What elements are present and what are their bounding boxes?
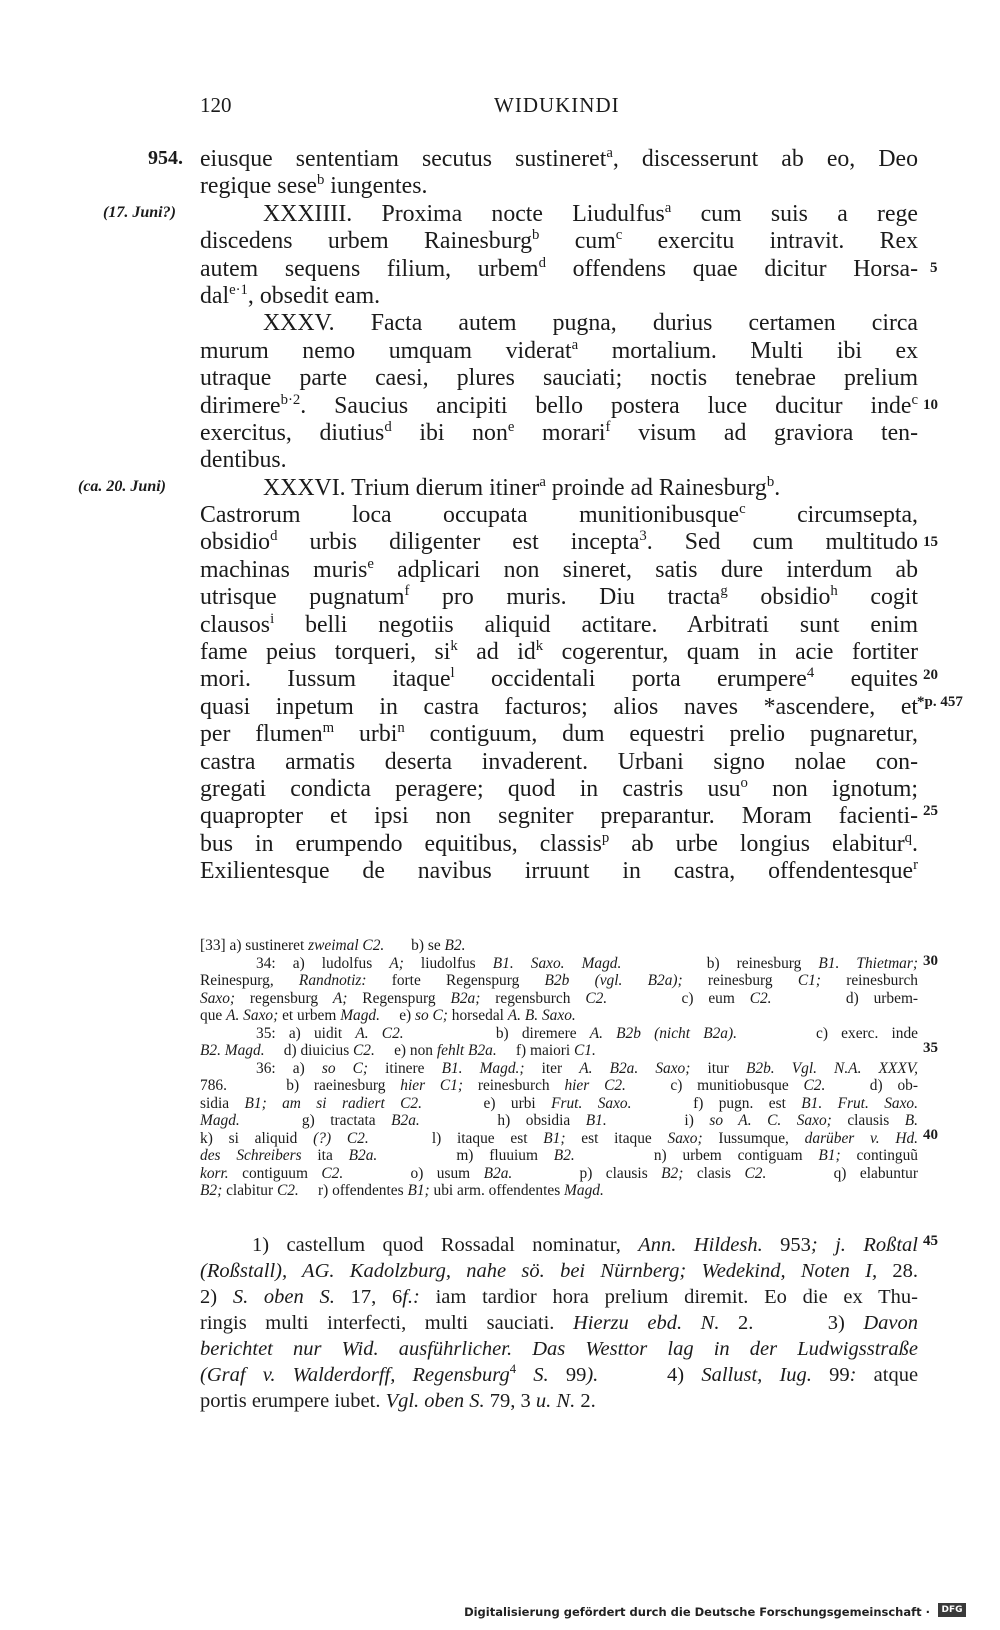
apparatus-line: 36: a) so C; itinere B1. Magd.; iter A. B2a. Saxo; itur B2b. Vgl. N.A. XXXV, (256, 1059, 918, 1077)
apparatus-line: Saxo; regensburg A; Regenspurg B2a; regensburch C2. c) eum C2. d) urbem- (200, 989, 919, 1007)
text-line: Exilientesque de navibus irruunt in castra, offendentesque$^r$ (200, 857, 918, 885)
footnote-line: 2) S. oben S. 17, 6f.: iam tardior hora prelium diremit. Eo die ex Thu- (200, 1286, 918, 1308)
line-number-40: 40 (923, 1127, 938, 1143)
text-line: gregati condicta peragere; quod in castris usu$^o$ non ignotum; (200, 775, 918, 802)
line-number-30: 30 (923, 953, 938, 969)
margin-year: 954. (148, 147, 183, 169)
dfg-logo: DFG (938, 1603, 966, 1617)
apparatus-line: 786. b) raeinesburg hier C1; reinesburch hier C2. c) munitiobusque C2. d) ob- (200, 1077, 918, 1094)
main-text (200, 146, 918, 886)
text-line: dentibus. (200, 447, 287, 474)
text-line: clausos$^i$ belli negotiis aliquid actitare. Arbitrati sunt enim (200, 610, 918, 638)
footnote-line: portis erumpere iubet. Vgl. oben S. 79, 3 u. N. 2. (200, 1390, 596, 1412)
text-line: regique sese$^b$ iungentes. (200, 172, 428, 200)
apparatus-line: des Schreibers ita B2a. m) fluuium B2. n) urbem contiguam B1; continguũ (200, 1147, 918, 1164)
apparatus-line: k) si aliquid (?) C2. l) itaque est B1; est itaque Saxo; Iussumque, darüber v. Hd. (200, 1129, 919, 1147)
chapter-heading-line: XXXV. Facta autem pugna, durius certamen circa (263, 310, 918, 337)
text-line: fame peius torqueri, $si^k$ ad $id^k$ cogerentur, quam in acie fortiter (200, 638, 919, 666)
apparatus-line: 35: a) uidit A. C2. b) diremere A. B2b (nicht B2a). c) exerc. inde (256, 1024, 919, 1042)
line-number-5: 5 (930, 260, 938, 276)
text-line: discedens urbem Rainesburg$^b$ cum$^c$ exercitu intravit. Rex (200, 227, 918, 255)
text-line: dal$^{e\cdot 1}$, obsedit eam. (200, 282, 381, 309)
margin-date-1: (17. Juni?) (103, 204, 176, 221)
text-line: Castrorum loca occupata munitionibusque$^c$ circumsepta, (200, 501, 918, 529)
apparatus-line: 34: a) ludolfus A; liudolfus B1. Saxo. Magd. b) reinesburg B1. Thietmar; (256, 954, 918, 972)
text-line: utrisque pugnatum$^f$ pro muris. Diu tracta$^g$ obsidio$^h$ cogit (200, 583, 919, 611)
text-line: castra armatis deserta invaderent. Urbani signo nolae con- (200, 748, 918, 775)
apparatus-line: sidia B1; am si radiert C2. e) urbi Frut. Saxo. f) pugn. est B1. Frut. Saxo. (200, 1094, 918, 1112)
text-line: dirimere$^{b\cdot 2}$. Saucius ancipiti bello postera luce ducitur inde$^c$ (200, 391, 918, 419)
footnotes (200, 1232, 918, 1414)
footnote-line: ringis multi interfecti, multi sauciati. Hierzu ebd. N. 2. 3) Davon (200, 1312, 919, 1334)
chapter-heading-line: XXXIIII. Proxima nocte Liudulfus$^a$ cum suis a rege (263, 199, 918, 227)
apparatus-line: Magd. g) tractata B2a. h) obsidia B1. i) so A. C. Saxo; clausis B. (200, 1112, 918, 1129)
text-line: eiusque sententiam secutus sustineret$^a$, discesserunt ab eo, Deo (200, 145, 918, 172)
line-number-10: 10 (923, 397, 938, 413)
line-number-25: 25 (923, 803, 938, 819)
line-number-20: 20 (923, 667, 938, 683)
apparatus-line: que A. Saxo; et urbem Magd. e) so C; horsedal A. B. Saxo. (200, 1007, 576, 1024)
footnote-line: (Graf v. Walderdorff, Regensburg$^4$ S. 99). 4) Sallust, Iug. 99: atque (200, 1362, 919, 1386)
text-line: exercitus, diutius$^d$ ibi non$^e$ morari$^f$ visum ad graviora ten- (200, 418, 919, 446)
page-ref-457: *p. 457 (917, 694, 963, 710)
apparatus-line: B2; clabitur C2. r) offendentes B1; ubi arm. offendentes Magd. (200, 1182, 604, 1199)
footnote-line: 1) castellum quod Rossadal nominatur, Ann. Hildesh. 953; j. Roßtal (252, 1234, 918, 1256)
footnote-line: berichtet nur Wid. ausführlicher. Das Westtor lag in der Ludwigsstraße (200, 1338, 918, 1360)
line-number-45: 45 (923, 1233, 938, 1249)
text-line: machinas muris$^e$ adplicari non sineret, satis dure interdum ab (200, 555, 918, 583)
apparatus-line: korr. contiguum C2. o) usum B2a. p) clausis B2; clasis C2. q) elabuntur (200, 1164, 918, 1182)
line-number-35: 35 (923, 1040, 938, 1056)
funding-credit: Digitalisierung gefördert durch die Deutsche Forschungsgemeinschaft · (464, 1605, 930, 1619)
page-number: 120 (200, 93, 232, 117)
chapter-heading-line: XXXVI. Trium dierum itiner$^a$ proinde ad Rainesburg$^b$. (263, 473, 781, 501)
text-line: quasi inpetum in castra facturos; alios naves *ascendere, et (200, 693, 918, 720)
apparatus-line: Reinespurg, Randnotiz: forte Regenspurg B2b (vgl. B2a); reinesburg C1; reinesburch (200, 972, 918, 989)
critical-apparatus (200, 937, 918, 1200)
running-title: WIDUKINDI (494, 93, 620, 117)
text-line: mori. Iussum itaque$^l$ occidentali porta erumpere$^4$ equites (200, 665, 918, 693)
text-line: murum nemo umquam viderat$^a$ mortalium. Multi ibi ex (200, 336, 918, 364)
text-line: utraque parte caesi, plures sauciati; noctis tenebrae prelium (200, 365, 918, 392)
text-line: bus in erumpendo equitibus, classis$^p$ ab urbe longius elabitur$^q$. (200, 829, 918, 857)
text-line: autem sequens filium, urbem$^d$ offendens quae dicitur Horsa- (200, 254, 918, 282)
apparatus-line: [33] a) sustineret zweimal C2. b) se B2. (200, 937, 466, 954)
text-line: per flumen$^m$ urbi$^n$ contiguum, dum equestri prelio pugnaretur, (200, 720, 918, 748)
margin-date-2: (ca. 20. Juni) (78, 478, 166, 495)
apparatus-line: B2. Magd. d) diuicius C2. e) non fehlt B2a. f) maiori C1. (200, 1042, 596, 1059)
footnote-line: (Roßstall), AG. Kadolzburg, nahe sö. bei Nürnberg; Wedekind, Noten I, 28. (200, 1260, 918, 1282)
text-line: quapropter et ipsi non segniter preparantur. Moram facienti- (200, 803, 918, 830)
line-number-15: 15 (923, 534, 938, 550)
text-line: obsidio$^d$ urbis diligenter est incepta$^3$. Sed cum multitudo (200, 528, 918, 556)
